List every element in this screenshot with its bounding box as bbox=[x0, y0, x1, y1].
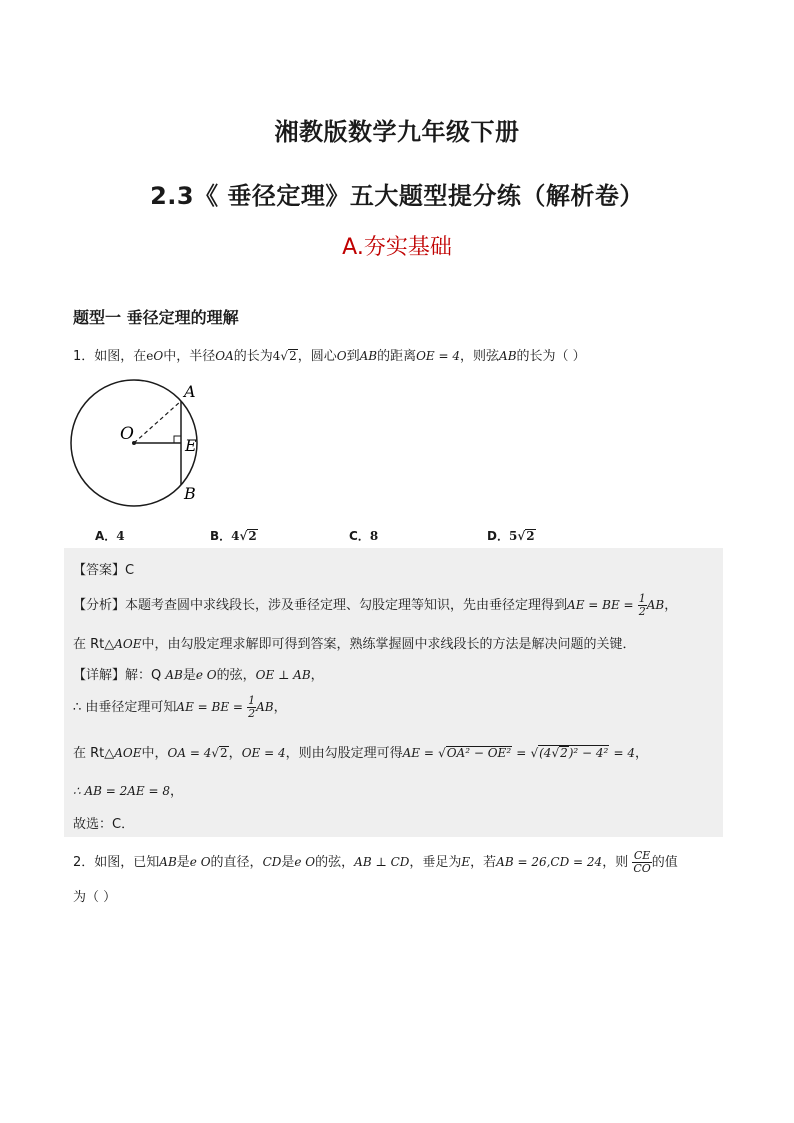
option-d[interactable]: D．5√2 bbox=[487, 529, 535, 543]
detail-line-3: 在 Rt△AOE中，OA = 4√2，OE = 4，则由勾股定理可得AE = √OA² − OE² = √(4√2)² − 4² = 4， bbox=[73, 746, 649, 761]
question-2-line-2: 为（ ） bbox=[73, 890, 117, 905]
analysis-line-1: 【分析】本题考查圆中求线段长，涉及垂径定理、勾股定理等知识，先由垂径定理得到AE = BE = $\frac{1}{2}$ AB， bbox=[73, 592, 678, 618]
analysis-line-2: 在 Rt△AOE中，由勾股定理求解即可得到答案，熟练掌握圆中求线段长的方法是解决问题的关键． bbox=[73, 637, 636, 652]
option-b[interactable]: B．4√2 bbox=[210, 529, 257, 543]
fraction-half-2: $\frac{1}{2}$ bbox=[248, 694, 256, 720]
question-2-line-1: 2．如图，已知AB是e O的直径，CD是e O的弦，AB ⊥ CD，垂足为E，若AB = 26,CD = 24，则 $\frac{CE}{CO}$ 的值 bbox=[73, 849, 678, 875]
right-angle-mark bbox=[174, 436, 181, 443]
detail-line-2: ∴ 由垂径定理可知AE = BE = $\frac{1}{2}$ AB， bbox=[73, 694, 287, 720]
document-title: 湘教版数学九年级下册 bbox=[274, 118, 520, 146]
section-heading: 题型一 垂径定理的理解 bbox=[73, 308, 239, 327]
fraction-half: $\frac{1}{2}$ bbox=[638, 592, 646, 618]
detail-line-4: ∴ AB = 2AE = 8， bbox=[73, 784, 184, 799]
fraction-ce-co: $\frac{CE}{CO}$ bbox=[633, 849, 651, 875]
circle-figure bbox=[68, 375, 208, 510]
option-c[interactable]: C．8 bbox=[349, 529, 379, 543]
choice-line: 故选：C． bbox=[73, 817, 135, 832]
document-subtitle: 2.3《 垂径定理》五大题型提分练（解析卷） bbox=[150, 182, 644, 210]
question-1-text: 1．如图，在eO中，半径OA的长为4√2，圆心O到AB的距离OE = 4，则弦AB的长为（ ） bbox=[73, 349, 586, 364]
label-o: O bbox=[120, 424, 134, 444]
option-a[interactable]: A．4 bbox=[95, 529, 125, 543]
label-a: A bbox=[184, 382, 196, 401]
answer-line: 【答案】C bbox=[73, 563, 135, 578]
detail-line-1: 【详解】解：Q AB是e O的弦，OE ⊥ AB， bbox=[73, 668, 324, 683]
level-heading: A.夯实基础 bbox=[342, 235, 452, 260]
label-e: E bbox=[185, 436, 197, 455]
label-b: B bbox=[184, 484, 196, 503]
